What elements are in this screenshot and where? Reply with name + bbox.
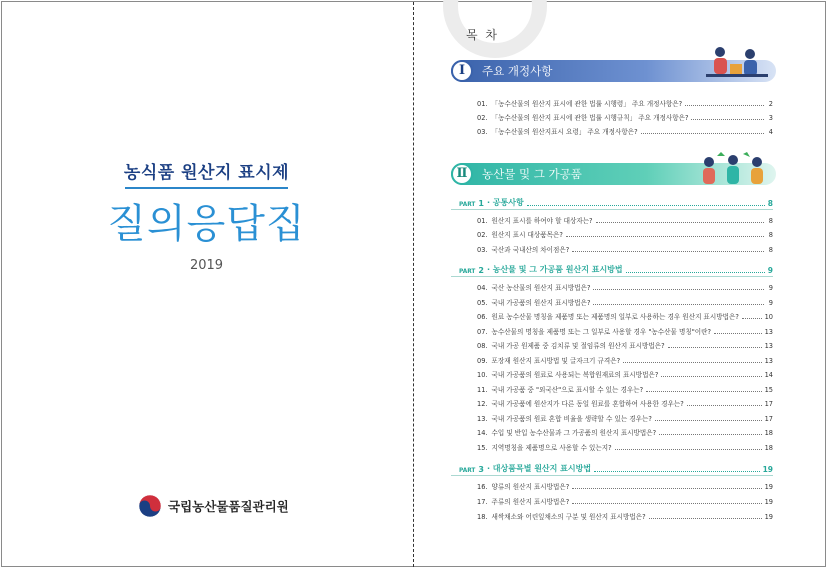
section-1-title: 주요 개정사항: [482, 64, 553, 78]
toc-item[interactable]: 09. 포장재 원산지 표시방법 및 글자크기 규격은? 13: [477, 357, 773, 365]
toc-item[interactable]: 03. 국산과 국내산의 차이점은? 8: [477, 246, 773, 254]
toc-item[interactable]: 13. 국내 가공품의 원료 혼합 비율을 생략할 수 있는 경우는? 17: [477, 415, 773, 423]
toc-heading: 목 차: [466, 28, 499, 42]
toc-part-2[interactable]: PART 2 · 농산물 및 그 가공품 원산지 표시방법 9: [459, 265, 773, 275]
toc-item[interactable]: 16. 양류의 원산지 표시방법은? 19: [477, 483, 773, 491]
cover-title-rule: [125, 187, 288, 189]
people-illustration-1: [700, 44, 772, 84]
cover-title: 농식품 원산지 표시제: [123, 163, 290, 183]
section-2-numeral: Ⅱ: [451, 163, 473, 185]
toc-item[interactable]: 11. 국내 가공품 중 "외국산"으로 표시할 수 있는 경우는? 15: [477, 386, 773, 394]
toc-part-1[interactable]: PART 1 · 공통사항 8: [459, 198, 773, 208]
toc-item[interactable]: 15. 지역명칭을 제품명으로 사용할 수 있는지? 18: [477, 444, 773, 452]
toc-item[interactable]: 07. 농수산물의 명칭을 제품명 또는 그 일부로 사용할 경우 "농수산물 명칭"이란? 13: [477, 328, 773, 336]
toc-item[interactable]: 06. 원료 농수산물 명칭을 제품명 또는 제품명의 일부로 사용하는 경우 원산지 표시방법은? 10: [477, 313, 773, 321]
toc-item[interactable]: 12. 국내 가공품에 원산지가 다른 동일 원료를 혼합하여 사용한 경우는? 17: [477, 400, 773, 408]
toc-item[interactable]: 17. 주류의 원산지 표시방법은? 19: [477, 498, 773, 506]
emblem-icon: [138, 494, 162, 518]
toc-item[interactable]: 03. 「농수산물의 원산지표시 요령」 주요 개정사항은? 4: [477, 128, 773, 136]
toc-item[interactable]: 18. 새싹채소와 어린잎채소의 구분 및 원산지 표시방법은? 19: [477, 513, 773, 521]
toc-item[interactable]: 04. 국산 농산물의 원산지 표시방법은? 9: [477, 284, 773, 292]
section-2-title: 농산물 및 그 가공품: [482, 167, 582, 181]
toc-item[interactable]: 01. 원산지 표시를 하여야 할 대상자는? 8: [477, 217, 773, 225]
toc-item[interactable]: 08. 국내 가공 원제품 중 김치류 및 절임류의 원산지 표시방법은? 13: [477, 342, 773, 350]
toc-item[interactable]: 05. 국내 가공품의 원산지 표시방법은? 9: [477, 299, 773, 307]
toc-item[interactable]: 02. 원산지 표시 대상품목은? 8: [477, 231, 773, 239]
cover-year: 2019: [189, 258, 224, 273]
page-divider: [413, 2, 414, 567]
section-1-numeral: Ⅰ: [451, 60, 473, 82]
toc-item[interactable]: 14. 수입 및 반입 농수산물과 그 가공품의 원산지 표시방법은? 18: [477, 429, 773, 437]
toc-item[interactable]: 10. 국내 가공품의 원료로 사용되는 복합원재료의 표시방법은? 14: [477, 371, 773, 379]
organization: [138, 494, 289, 518]
organization-name: 국립농산물품질관리원: [168, 499, 289, 514]
toc-item[interactable]: 02. 「농수산물의 원산지 표시에 관한 법률 시행규칙」 주요 개정사항은? 3: [477, 114, 773, 122]
toc-part-3[interactable]: PART 3 · 대상품목별 원산지 표시방법 19: [459, 464, 773, 474]
people-illustration-2: [695, 152, 773, 190]
toc-item[interactable]: 01. 「농수산물의 원산지 표시에 관한 법률 시행령」 주요 개정사항은? 2: [477, 100, 773, 108]
cover-main-title: 질의응답집: [107, 201, 306, 247]
